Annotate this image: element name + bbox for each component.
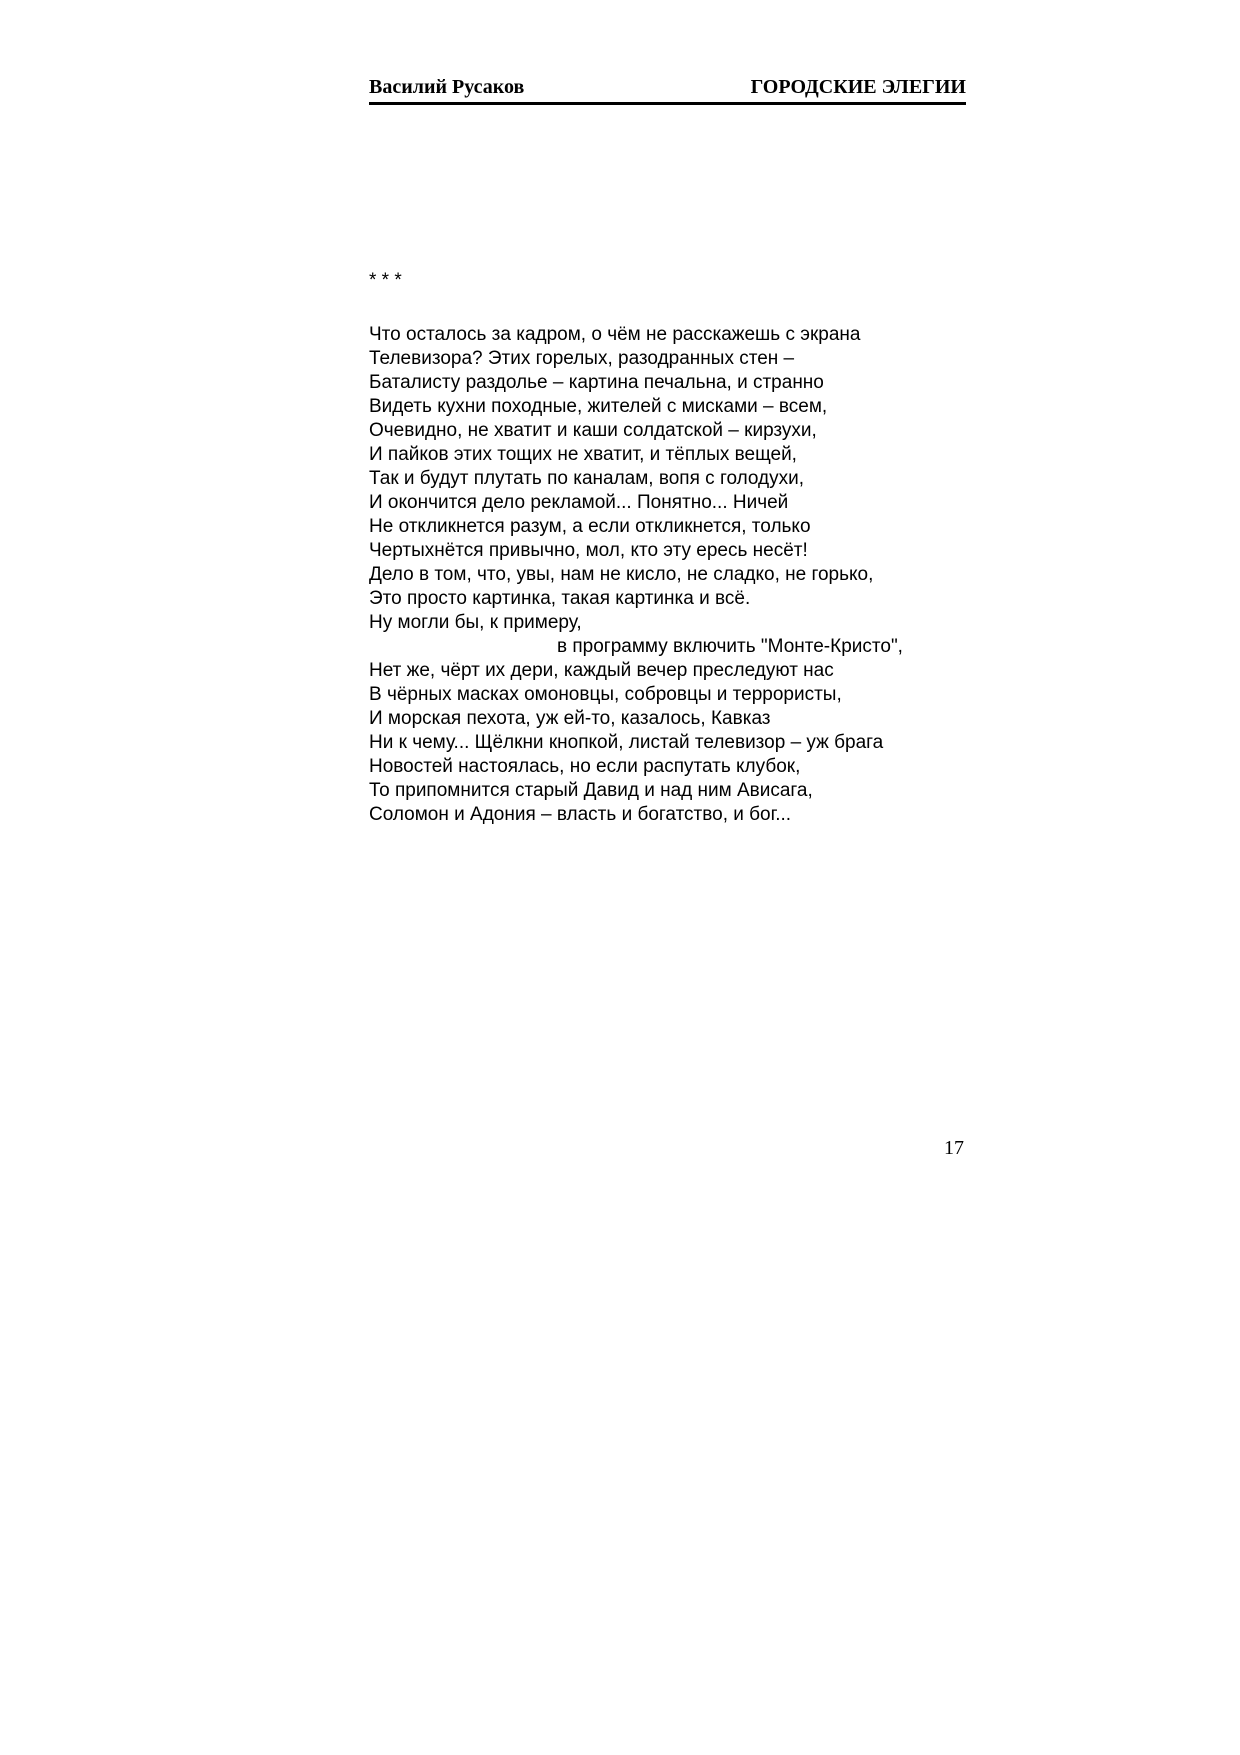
poem-line: В чёрных масках омоновцы, собровцы и террористы, — [369, 684, 842, 705]
header-book-title: ГОРОДСКИЕ ЭЛЕГИИ — [750, 76, 966, 98]
header-rule — [369, 102, 966, 105]
poem-line: И пайков этих тощих не хватит, и тёплых вещей, — [369, 444, 797, 465]
poem-line: Очевидно, не хватит и каши солдатской – кирзухи, — [369, 420, 817, 441]
poem-line: Это просто картинка, такая картинка и всё. — [369, 588, 751, 609]
poem-line: То припомнится старый Давид и над ним Ависага, — [369, 780, 813, 801]
poem-line: Чертыхнётся привычно, мол, кто эту ересь несёт! — [369, 540, 808, 561]
poem-line: Новостей настоялась, но если распутать клубок, — [369, 756, 801, 777]
poem — [369, 269, 969, 827]
page-number: 17 — [944, 1137, 964, 1159]
poem-line: Телевизора? Этих горелых, разодранных стен – — [369, 348, 795, 369]
poem-line: И окончится дело рекламой... Понятно... Ничей — [369, 492, 789, 513]
poem-line: Ну могли бы, к примеру, — [369, 612, 582, 633]
poem-line: Дело в том, что, увы, нам не кисло, не сладко, не горько, — [369, 564, 874, 585]
poem-line: Так и будут плутать по каналам, вопя с голодухи, — [369, 468, 805, 489]
poem-line: И морская пехота, уж ей-то, казалось, Кавказ — [369, 708, 771, 729]
poem-line: Видеть кухни походные, жителей с мисками – всем, — [369, 396, 828, 417]
poem-line: Нет же, чёрт их дери, каждый вечер преследуют нас — [369, 660, 834, 681]
page-header — [369, 74, 966, 104]
poem-line: Не откликнется разум, а если откликнется, только — [369, 516, 811, 537]
poem-line: Баталисту раздолье – картина печальна, и странно — [369, 372, 824, 393]
poem-line: Соломон и Адония – власть и богатство, и бог... — [369, 804, 792, 825]
poem-line-indented: в программу включить "Монте-Кристо", — [557, 636, 903, 657]
poem-line: Что осталось за кадром, о чём не расскажешь с экрана — [369, 324, 861, 345]
poem-separator: * * * — [369, 270, 402, 291]
poem-line: Ни к чему... Щёлкни кнопкой, листай телевизор – уж брага — [369, 732, 884, 753]
header-author: Василий Русаков — [369, 76, 525, 98]
